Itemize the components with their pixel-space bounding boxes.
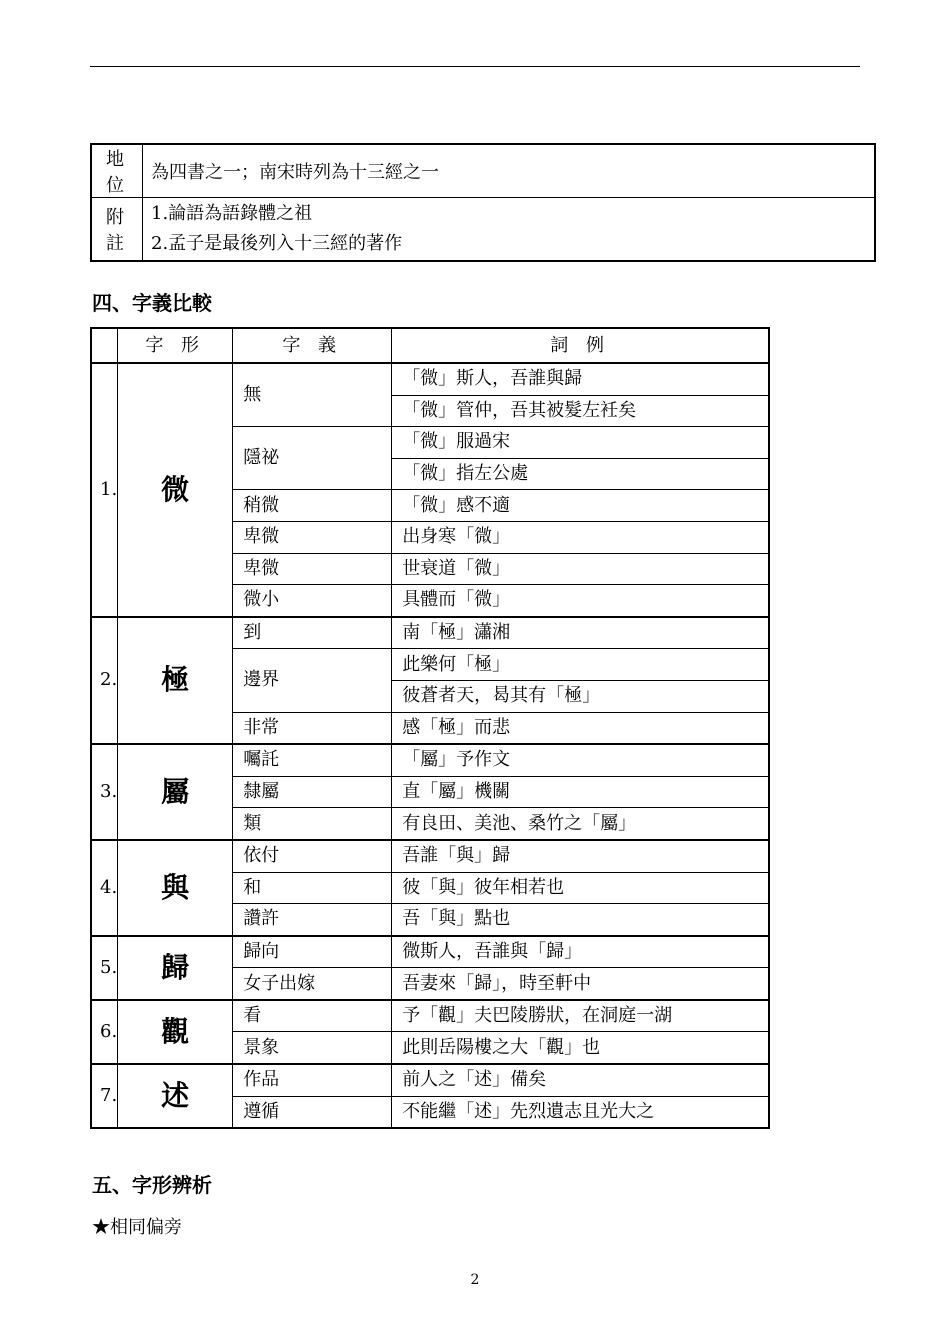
group-number: 3. (91, 744, 118, 840)
meaning-cell: 歸向 (233, 936, 392, 968)
example-cell: 不能繼「述」先烈遺志且光大之 (392, 1096, 769, 1128)
meaning-cell: 隸屬 (233, 776, 392, 808)
section-5-title: 五、字形辨析 (92, 1173, 212, 1197)
example-cell: 此樂何「極」 (392, 649, 769, 681)
example-cell: 有良田、美池、桑竹之「屬」 (392, 808, 769, 840)
table-row (91, 363, 769, 395)
table-row (91, 1000, 769, 1032)
meaning-cell: 隱祕 (233, 427, 392, 490)
table-row (91, 936, 769, 968)
table-row (91, 617, 769, 649)
example-cell: 彼「與」彼年相若也 (392, 872, 769, 904)
meaning-cell: 卑微 (233, 553, 392, 585)
example-cell: 「微」指左公處 (392, 458, 769, 490)
example-cell: 「微」斯人，吾誰與歸 (392, 363, 769, 395)
group-number: 1. (91, 363, 118, 617)
example-cell: 吾誰「與」歸 (392, 840, 769, 872)
example-cell: 「微」管仲，吾其被髮左衽矣 (392, 395, 769, 427)
example-cell: 吾妻來「歸」，時至軒中 (392, 968, 769, 1000)
meaning-cell: 微小 (233, 585, 392, 617)
meaning-cell: 到 (233, 617, 392, 649)
info-row-status (91, 144, 875, 198)
meaning-cell: 無 (233, 363, 392, 427)
meaning-cell: 類 (233, 808, 392, 840)
meaning-cell: 景象 (233, 1032, 392, 1064)
table-row (91, 840, 769, 872)
note-line: 1.論語為語錄體之祖 (151, 203, 313, 224)
info-value (143, 198, 876, 262)
group-number: 4. (91, 840, 118, 936)
header-meaning: 字 義 (233, 328, 392, 363)
example-cell: 直「屬」機關 (392, 776, 769, 808)
group-character: 屬 (118, 744, 233, 840)
comparison-table (90, 327, 770, 1129)
meaning-cell: 看 (233, 1000, 392, 1032)
info-label: 地 位 (91, 144, 143, 198)
table-row (91, 1064, 769, 1096)
note-line: 2.孟子是最後列入十三經的著作 (151, 233, 403, 254)
header-num (91, 328, 118, 363)
example-cell: 彼蒼者天，曷其有「極」 (392, 680, 769, 712)
meaning-cell: 和 (233, 872, 392, 904)
example-cell: 「屬」予作文 (392, 744, 769, 776)
meaning-cell: 女子出嫁 (233, 968, 392, 1000)
group-character: 述 (118, 1064, 233, 1128)
info-table (90, 143, 876, 262)
group-number: 7. (91, 1064, 118, 1128)
group-character: 極 (118, 617, 233, 744)
example-cell: 感「極」而悲 (392, 712, 769, 744)
example-cell: 此則岳陽樓之大「觀」也 (392, 1032, 769, 1064)
header-char: 字 形 (118, 328, 233, 363)
group-character: 與 (118, 840, 233, 936)
group-character: 微 (118, 363, 233, 617)
header-examples: 詞 例 (392, 328, 769, 363)
meaning-cell: 依付 (233, 840, 392, 872)
meaning-cell: 非常 (233, 712, 392, 744)
group-number: 6. (91, 1000, 118, 1064)
table-header-row (91, 328, 769, 363)
info-label: 附 註 (91, 198, 143, 262)
page-number: 2 (470, 1272, 480, 1288)
meaning-cell: 作品 (233, 1064, 392, 1096)
section-4-title: 四、字義比較 (92, 291, 212, 315)
meaning-cell: 讚許 (233, 904, 392, 936)
info-row-notes (91, 198, 875, 262)
meaning-cell: 遵循 (233, 1096, 392, 1128)
group-number: 5. (91, 936, 118, 1000)
header-rule (90, 66, 860, 67)
meaning-cell: 卑微 (233, 521, 392, 553)
example-cell: 世衰道「微」 (392, 553, 769, 585)
example-cell: 予「觀」夫巴陵勝狀，在洞庭一湖 (392, 1000, 769, 1032)
example-cell: 前人之「述」備矣 (392, 1064, 769, 1096)
group-number: 2. (91, 617, 118, 744)
example-cell: 「微」感不適 (392, 490, 769, 522)
meaning-cell: 囑託 (233, 744, 392, 776)
subheading: ★相同偏旁 (92, 1217, 182, 1238)
example-cell: 南「極」瀟湘 (392, 617, 769, 649)
group-character: 觀 (118, 1000, 233, 1064)
example-cell: 具體而「微」 (392, 585, 769, 617)
group-character: 歸 (118, 936, 233, 1000)
info-value: 為四書之一；南宋時列為十三經之一 (143, 144, 876, 198)
example-cell: 吾「與」點也 (392, 904, 769, 936)
example-cell: 微斯人，吾誰與「歸」 (392, 936, 769, 968)
meaning-cell: 邊界 (233, 649, 392, 712)
example-cell: 出身寒「微」 (392, 521, 769, 553)
meaning-cell: 稍微 (233, 490, 392, 522)
table-row (91, 744, 769, 776)
example-cell: 「微」服過宋 (392, 427, 769, 459)
